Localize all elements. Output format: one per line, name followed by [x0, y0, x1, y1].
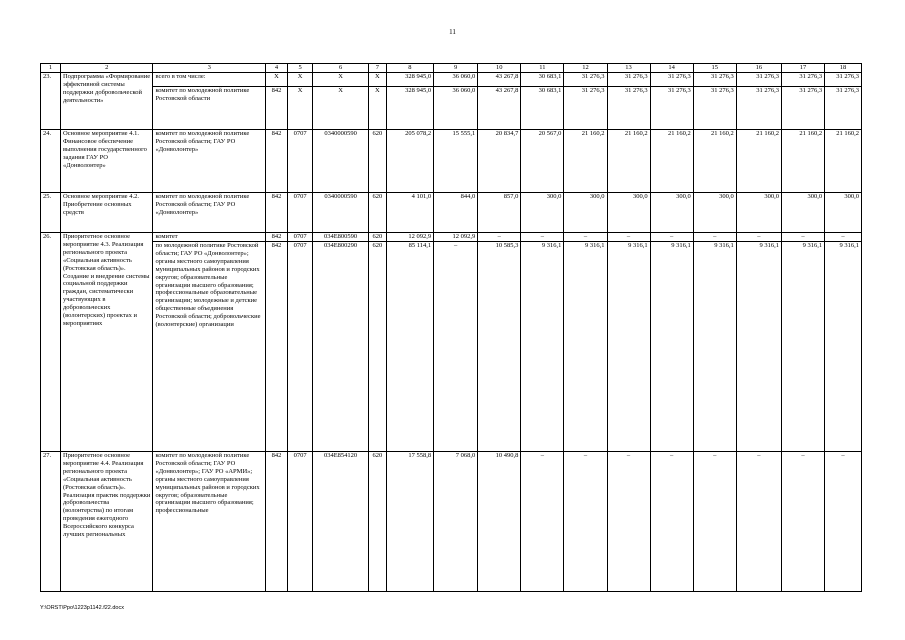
value-cell: –: [736, 233, 781, 242]
value-cell: 844,0: [434, 193, 478, 233]
value-cell: –: [781, 233, 824, 242]
page-number: 11: [449, 28, 456, 36]
header-cell: 4: [265, 64, 287, 73]
code-cell-c4: 842: [265, 193, 287, 233]
value-cell: 7 068,0: [434, 452, 478, 592]
value-cell: 300,0: [607, 193, 650, 233]
code-cell-c7: 620: [368, 242, 386, 452]
executor-cell: всего в том числе:: [153, 73, 265, 87]
header-cell: 3: [153, 64, 265, 73]
table-row: [41, 452, 862, 592]
value-cell: –: [736, 452, 781, 592]
value-cell: 21 160,2: [781, 130, 824, 193]
value-cell: 17 558,8: [386, 452, 433, 592]
header-cell: 6: [313, 64, 369, 73]
code-cell-c5: 0707: [288, 193, 313, 233]
row-name: Основное мероприятие 4.1. Финансовое обеспечение выполнения государственного задания ГАУ РО «Донволонтер»: [60, 130, 153, 193]
value-cell: –: [564, 452, 607, 592]
value-cell: –: [521, 452, 564, 592]
code-cell-c6: Х: [313, 87, 369, 130]
code-cell-c6: 0340000590: [313, 130, 369, 193]
code-cell-c7: 620: [368, 452, 386, 592]
value-cell: 300,0: [650, 193, 693, 233]
value-cell: 31 276,3: [693, 87, 736, 130]
table-body: [41, 64, 862, 592]
value-cell: 36 060,0: [434, 87, 478, 130]
row-number: 26.: [41, 233, 61, 452]
value-cell: –: [693, 452, 736, 592]
value-cell: 15 555,1: [434, 130, 478, 193]
value-cell: 21 160,2: [825, 130, 862, 193]
value-cell: 9 316,1: [781, 242, 824, 452]
value-cell: 31 276,3: [781, 87, 824, 130]
value-cell: 30 683,1: [521, 87, 564, 130]
value-cell: 21 160,2: [736, 130, 781, 193]
header-cell: 18: [825, 64, 862, 73]
code-cell-c5: 0707: [288, 242, 313, 452]
header-cell: 12: [564, 64, 607, 73]
value-cell: 30 683,1: [521, 73, 564, 87]
budget-table: [40, 63, 862, 592]
code-cell-c4: 842: [265, 233, 287, 242]
code-cell-c6: 0340000590: [313, 193, 369, 233]
code-cell-c6: 034E800290: [313, 242, 369, 452]
value-cell: 31 276,3: [650, 73, 693, 87]
code-cell-c7: Х: [368, 87, 386, 130]
value-cell: 300,0: [521, 193, 564, 233]
value-cell: 20 567,0: [521, 130, 564, 193]
row-number: 23.: [41, 73, 61, 130]
executor-cell: комитет по молодежной политике Ростовской области; ГАУ РО «Донволонтер»: [153, 193, 265, 233]
header-cell: 8: [386, 64, 433, 73]
code-cell-c5: 0707: [288, 452, 313, 592]
row-name: Основное мероприятие 4.2. Приобретение основных средств: [60, 193, 153, 233]
code-cell-c7: 620: [368, 130, 386, 193]
value-cell: 20 834,7: [478, 130, 521, 193]
table-row: [41, 73, 862, 87]
code-cell-c7: 620: [368, 233, 386, 242]
header-cell: 17: [781, 64, 824, 73]
code-cell-c6: 034E800590: [313, 233, 369, 242]
executor-cell: комитет по молодежной политике Ростовской области; ГАУ РО «Донволонтер»; ГАУ РО «АРМИ»; органы местного самоуправления муниципальных районов и городских округов; образовательные организации высшего образования; профессиональные: [153, 452, 265, 592]
value-cell: 9 316,1: [521, 242, 564, 452]
code-cell-c5: 0707: [288, 130, 313, 193]
value-cell: 300,0: [693, 193, 736, 233]
header-cell: 16: [736, 64, 781, 73]
value-cell: 10 585,3: [478, 242, 521, 452]
code-cell-c5: Х: [288, 87, 313, 130]
value-cell: 300,0: [736, 193, 781, 233]
value-cell: 31 276,3: [781, 73, 824, 87]
value-cell: –: [564, 233, 607, 242]
value-cell: 300,0: [564, 193, 607, 233]
value-cell: 31 276,3: [607, 73, 650, 87]
value-cell: –: [607, 233, 650, 242]
header-row: [41, 64, 862, 73]
value-cell: –: [650, 233, 693, 242]
code-cell-c5: Х: [288, 73, 313, 87]
code-cell-c7: Х: [368, 73, 386, 87]
value-cell: 10 490,8: [478, 452, 521, 592]
value-cell: –: [825, 233, 862, 242]
value-cell: 9 316,1: [825, 242, 862, 452]
executor-cell: комитет по молодежной политике Ростовской области: [153, 87, 265, 130]
value-cell: 31 276,3: [607, 87, 650, 130]
executor-cell: комитет: [153, 233, 265, 242]
value-cell: 12 092,9: [386, 233, 433, 242]
code-cell-c4: 842: [265, 130, 287, 193]
value-cell: 205 078,2: [386, 130, 433, 193]
header-cell: 5: [288, 64, 313, 73]
value-cell: 31 276,3: [650, 87, 693, 130]
value-cell: 31 276,3: [736, 73, 781, 87]
header-cell: 2: [60, 64, 153, 73]
value-cell: 36 060,0: [434, 73, 478, 87]
executor-cell: по молодежной политике Ростовской области; ГАУ РО «Донволонтер»; органы местного самоуправления муниципальных районов и городских округов; образовательные организации высшего образования; профессиональные образовательные организации; молодежные и детские общественные объединения Ростовской области; добровольческие (волонтерские) организации: [153, 242, 265, 452]
code-cell-c4: 842: [265, 87, 287, 130]
value-cell: 328 945,0: [386, 73, 433, 87]
table-row: [41, 233, 862, 242]
value-cell: 43 267,8: [478, 73, 521, 87]
code-cell-c6: 034E854120: [313, 452, 369, 592]
code-cell-c7: 620: [368, 193, 386, 233]
table-row: [41, 87, 862, 130]
value-cell: –: [650, 452, 693, 592]
value-cell: 31 276,3: [693, 73, 736, 87]
executor-cell: комитет по молодежной политике Ростовской области; ГАУ РО «Донволонтер»: [153, 130, 265, 193]
value-cell: 21 160,2: [564, 130, 607, 193]
value-cell: 21 160,2: [650, 130, 693, 193]
value-cell: 85 114,1: [386, 242, 433, 452]
value-cell: 43 267,8: [478, 87, 521, 130]
value-cell: –: [478, 233, 521, 242]
table-row: [41, 242, 862, 452]
value-cell: –: [607, 452, 650, 592]
value-cell: 4 101,0: [386, 193, 433, 233]
value-cell: –: [434, 242, 478, 452]
document-path: Y:\ORST\Ppo\1223p1142.f22.docx: [40, 605, 124, 611]
table-row: [41, 130, 862, 193]
value-cell: 9 316,1: [693, 242, 736, 452]
value-cell: 9 316,1: [650, 242, 693, 452]
code-cell-c6: Х: [313, 73, 369, 87]
code-cell-c4: 842: [265, 452, 287, 592]
value-cell: –: [781, 452, 824, 592]
row-number: 24.: [41, 130, 61, 193]
value-cell: 31 276,3: [736, 87, 781, 130]
value-cell: 12 092,9: [434, 233, 478, 242]
value-cell: 21 160,2: [693, 130, 736, 193]
value-cell: 300,0: [825, 193, 862, 233]
row-name: Приоритетное основное мероприятие 4.4. Реализация регионального проекта «Социальная активность (Ростовская область)». Реализация практик поддержки добровольчества (волонтерства) по итогам проведения ежегодного Всероссийского конкурса лучших региональных: [60, 452, 153, 592]
value-cell: 328 945,0: [386, 87, 433, 130]
header-cell: 13: [607, 64, 650, 73]
value-cell: –: [521, 233, 564, 242]
row-number: 27.: [41, 452, 61, 592]
value-cell: 300,0: [781, 193, 824, 233]
row-number: 25.: [41, 193, 61, 233]
value-cell: –: [693, 233, 736, 242]
value-cell: 31 276,3: [825, 73, 862, 87]
value-cell: 31 276,3: [825, 87, 862, 130]
value-cell: 9 316,1: [607, 242, 650, 452]
code-cell-c4: 842: [265, 242, 287, 452]
value-cell: 857,0: [478, 193, 521, 233]
code-cell-c4: Х: [265, 73, 287, 87]
value-cell: 9 316,1: [736, 242, 781, 452]
table-row: [41, 193, 862, 233]
value-cell: 31 276,3: [564, 87, 607, 130]
value-cell: 31 276,3: [564, 73, 607, 87]
value-cell: –: [825, 452, 862, 592]
header-cell: 15: [693, 64, 736, 73]
header-cell: 7: [368, 64, 386, 73]
header-cell: 1: [41, 64, 61, 73]
header-cell: 10: [478, 64, 521, 73]
row-name: Подпрограмма «Формирование эффективной системы поддержки добровольческой деятельности»: [60, 73, 153, 130]
row-name: Приоритетное основное мероприятие 4.3. Реализация регионального проекта «Социальная активность (Ростовская область)». Создание и внедрение системы социальной поддержки граждан, систематически участвующих в добровольческих (волонтерских) проектах и мероприятиях: [60, 233, 153, 452]
header-cell: 14: [650, 64, 693, 73]
header-cell: 11: [521, 64, 564, 73]
header-cell: 9: [434, 64, 478, 73]
value-cell: 21 160,2: [607, 130, 650, 193]
code-cell-c5: 0707: [288, 233, 313, 242]
value-cell: 9 316,1: [564, 242, 607, 452]
